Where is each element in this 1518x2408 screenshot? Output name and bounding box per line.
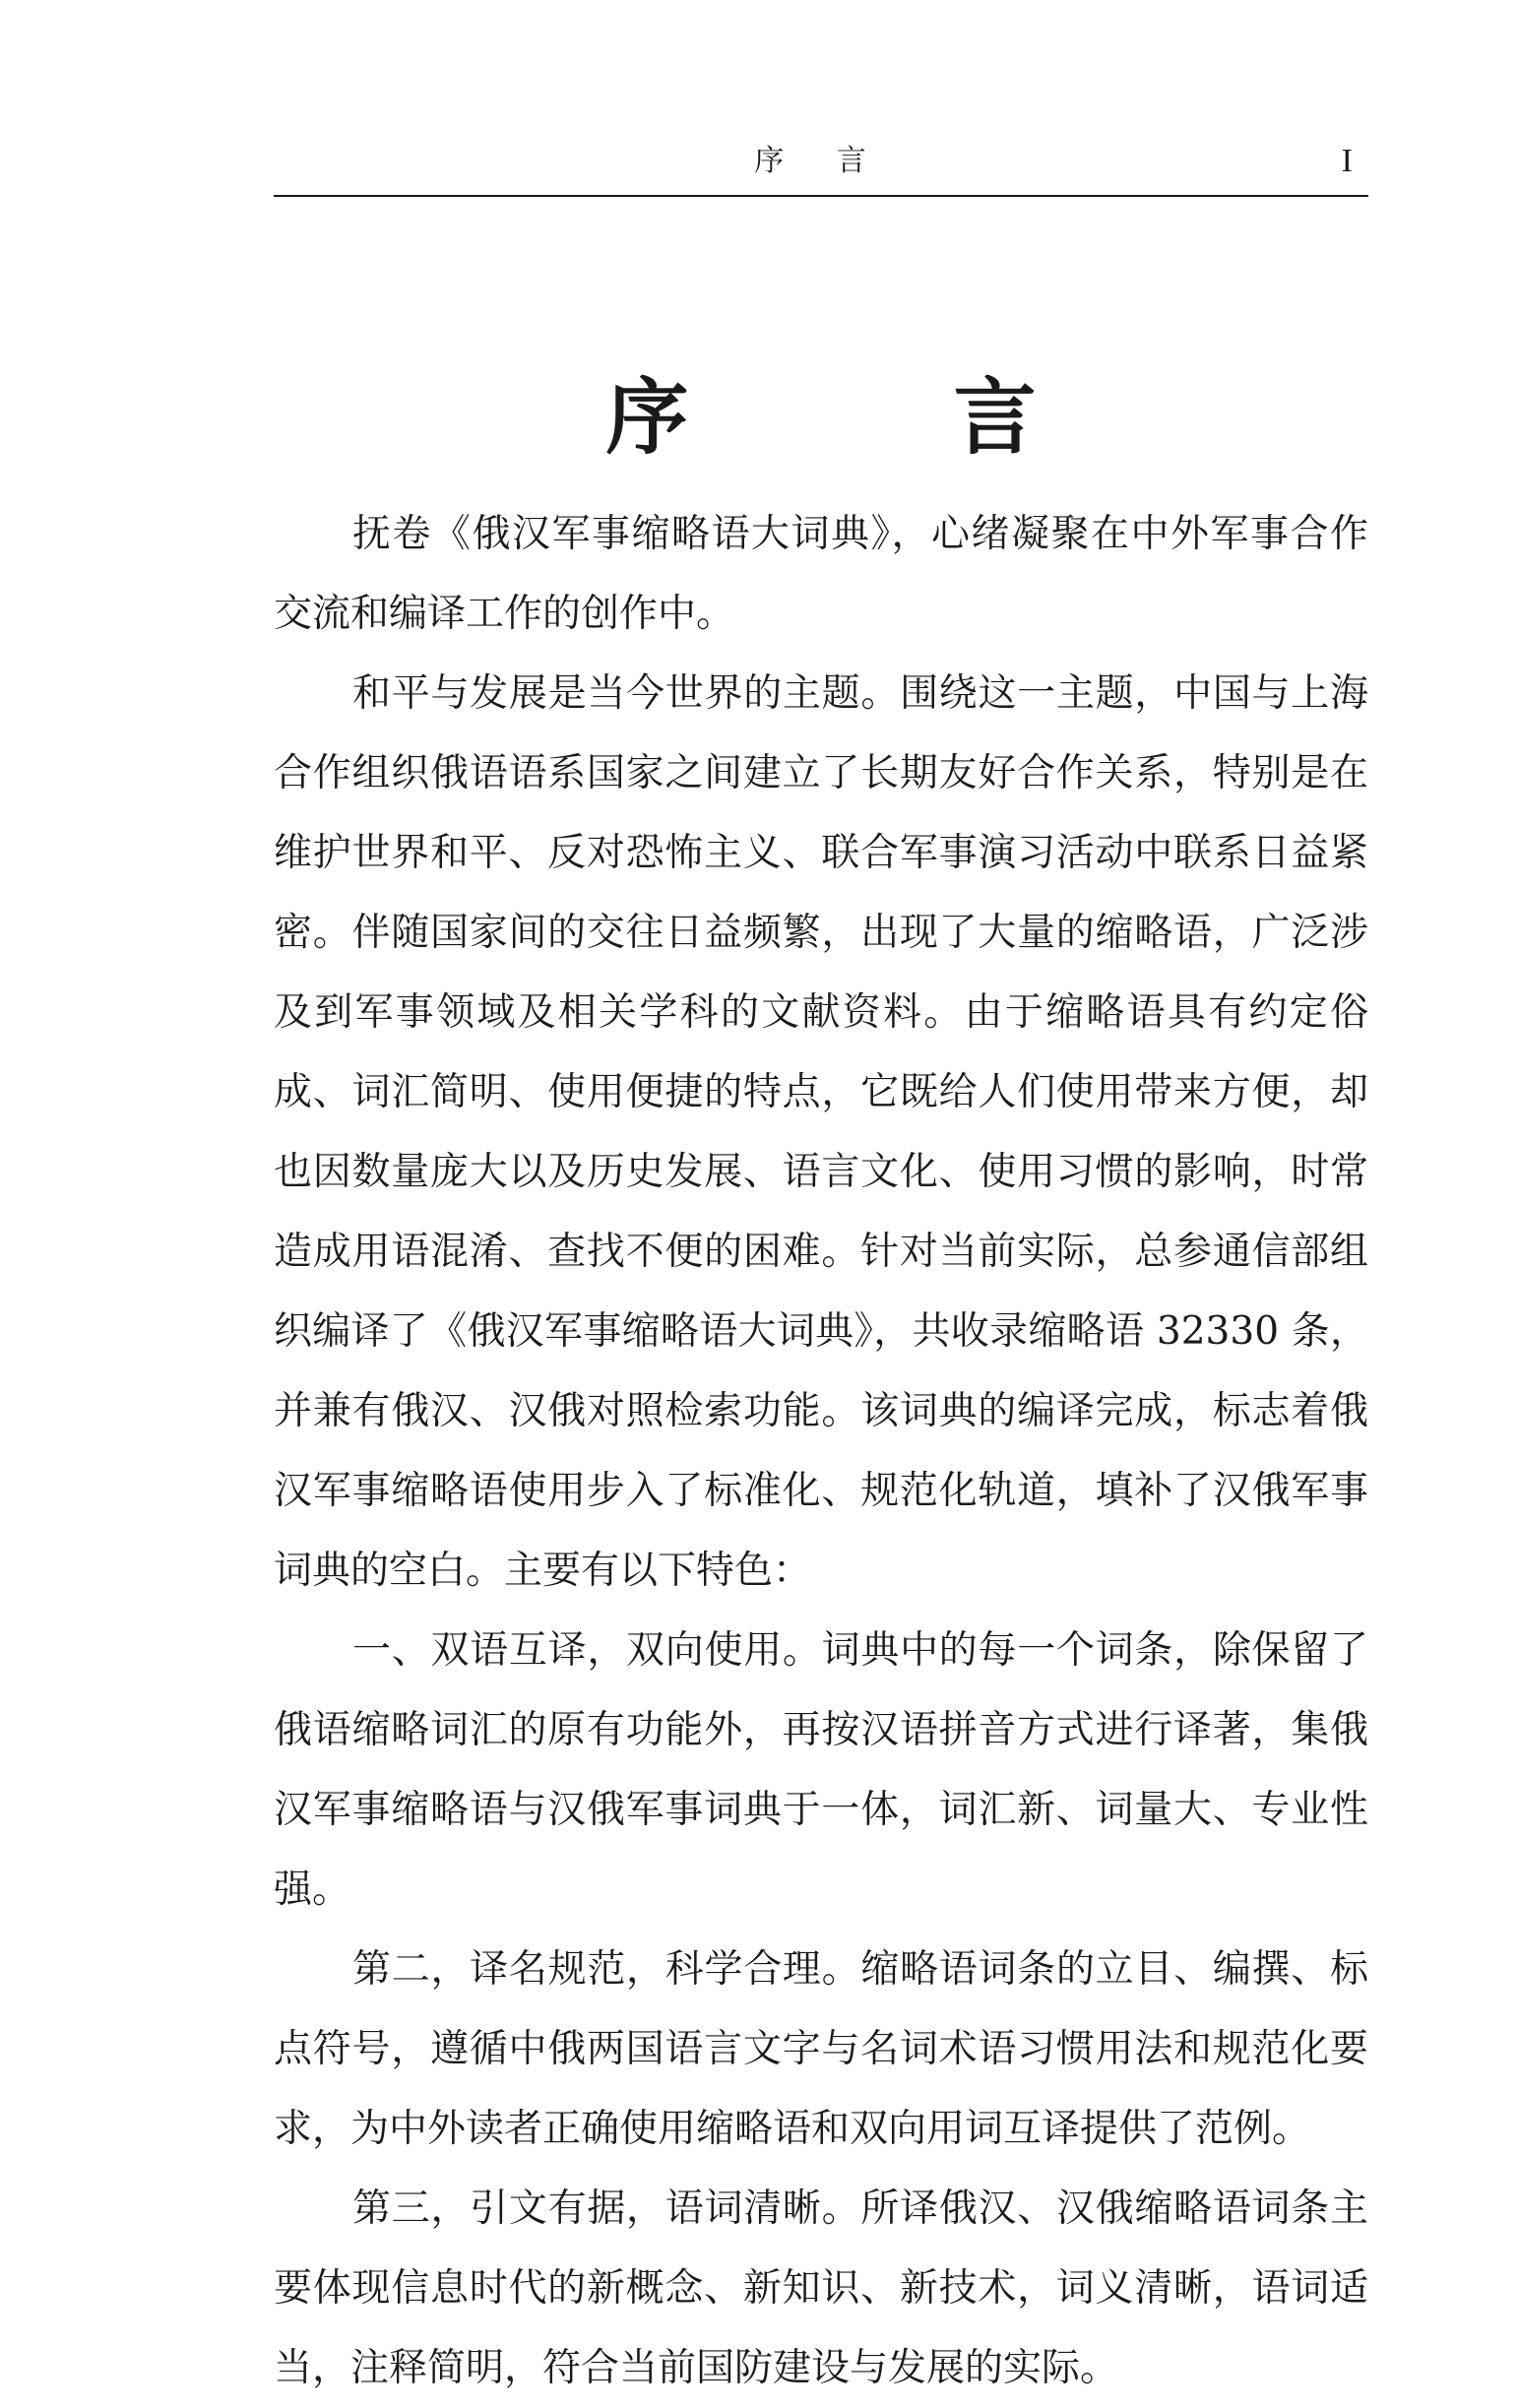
paragraph-feature-3: 第三，引文有据，语词清晰。所译俄汉、汉俄缩略语词条主要体现信息时代的新概念、新知识、新技术，词义清晰，语词适当，注释简明，符合当前国防建设与发展的实际。	[274, 2186, 1368, 2390]
paragraph-feature-1: 一、双语互译，双向使用。词典中的每一个词条，除保留了俄语缩略词汇的原有功能外，再按汉语拼音方式进行译著，集俄汉军事缩略语与汉俄军事词典于一体，词汇新、词量大、专业性强。	[274, 1628, 1368, 1912]
running-header-title: 序 言	[754, 144, 888, 178]
chapter-title: 序 言	[605, 368, 1155, 467]
body-text	[274, 494, 1368, 2408]
paragraph-intro: 抚卷《俄汉军事缩略语大词典》，心绪凝聚在中外军事合作交流和编译工作的创作中。	[274, 512, 1368, 636]
paragraph-background: 和平与发展是当今世界的主题。围绕这一主题，中国与上海合作组织俄语语系国家之间建立了长期友好合作关系，特别是在维护世界和平、反对恐怖主义、联合军事演习活动中联系日益紧密。伴随国家间的交往日益频繁，出现了大量的缩略语，广泛涉及到军事领域及相关学科的文献资料。由于缩略语具有约定俗成、词汇简明、使用便捷的特点，它既给人们使用带来方便，却也因数量庞大以及历史发展、语言文化、使用习惯的影响，时常造成用语混淆、查找不便的困难。针对当前实际，总参通信部组织编译了《俄汉军事缩略语大词典》，共收录缩略语 32330 条，并兼有俄汉、汉俄对照检索功能。该词典的编译完成，标志着俄汉军事缩略语使用步入了标准化、规范化轨道，填补了汉俄军事词典的空白。主要有以下特色：	[274, 671, 1368, 1593]
header-divider	[274, 195, 1368, 197]
paragraph-feature-2: 第二，译名规范，科学合理。缩略语词条的立目、编撰、标点符号，遵循中俄两国语言文字与名词术语习惯用法和规范化要求，为中外读者正确使用缩略语和双向用词互译提供了范例。	[274, 1947, 1368, 2151]
running-header	[274, 138, 1368, 195]
page-number: I	[1341, 143, 1353, 179]
